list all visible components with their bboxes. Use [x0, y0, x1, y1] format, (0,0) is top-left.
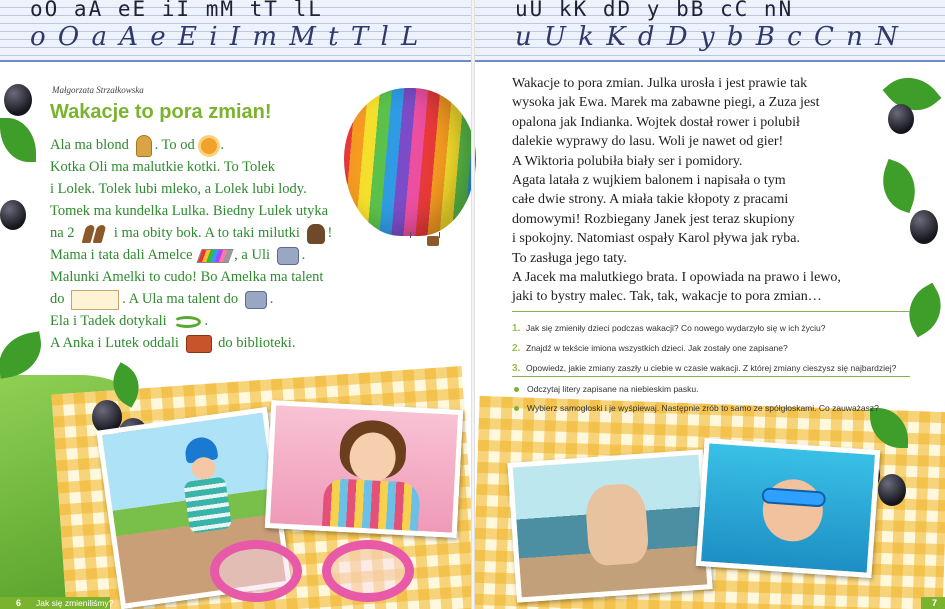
- question-item: 2. Znajdź w tekście imiona wszystkich dzieci. Jak zostały one zapisane?: [512, 343, 788, 354]
- photo-boy-swimming: [696, 438, 881, 578]
- blackberry: [0, 200, 26, 230]
- blackberry: [878, 474, 906, 506]
- story-continuation: [512, 74, 892, 307]
- skates-picture-icon: [245, 291, 267, 309]
- story-line: Malunki Amelki to cudo! Bo Amelka ma talent: [50, 269, 324, 285]
- paragraph-line: A Wiktoria polubiła biały ser i pomidory.: [512, 153, 743, 169]
- skates-picture-icon: [277, 247, 299, 265]
- story-line: Ala ma blond . To od .: [50, 134, 370, 156]
- leaf-decoration: [0, 118, 36, 162]
- page-number-right: 7: [931, 598, 937, 608]
- page-number-left: 6: [16, 598, 22, 608]
- story-line: Tomek ma kundelka Lulka. Biedny Lulek utyka: [50, 203, 329, 219]
- paragraph-line: wysoka jak Ewa. Marek ma zabawne piegi, a Zuza jest: [512, 95, 820, 111]
- child-body: [183, 476, 232, 533]
- crayons-picture-icon: [197, 249, 234, 263]
- alphabet-print-right: uU kK dD y bB cC nN: [515, 0, 794, 21]
- story-line: Mama i tata dali Amelce , a Uli .: [50, 247, 306, 263]
- question-item: 3. Opowiedz, jakie zmiany zaszły u ciebie w czasie wakacji. Z której zmiany cieszysz się najbardziej?: [512, 363, 897, 374]
- paragraph-line: domowymi! Rozbiegany Janek jest teraz skupiony: [512, 211, 795, 227]
- paws-picture-icon: [81, 225, 107, 243]
- paragraph-line: To zasługa jego taty.: [512, 250, 627, 266]
- story-line: A Anka i Lutek oddali do biblioteki.: [50, 335, 296, 351]
- alphabet-script-right: u U k K d D y b B c C n N: [515, 22, 900, 52]
- blackberry: [4, 84, 32, 116]
- rebus-story: [50, 134, 370, 354]
- question-list: [512, 318, 912, 378]
- section-divider: [512, 311, 910, 312]
- chapter-title: Jak się zmieniliśmy?: [36, 598, 114, 608]
- bullet-icon: [514, 387, 519, 392]
- story-line: na 2 i ma obity bok. A to taki milutki !: [50, 222, 370, 244]
- hair-picture-icon: [136, 135, 152, 157]
- task-item: Odczytaj litery zapisane na niebieskim pasku.: [512, 380, 912, 399]
- photo-mother-with-children: [507, 449, 712, 602]
- alphabet-print-left: oO aA eE iI mM tT lL: [30, 0, 323, 21]
- paragraph-line: Wakacje to pora zmian. Julka urosła i jest prawie tak: [512, 76, 808, 91]
- story-title: Wakacje to pora zmian!: [50, 101, 272, 123]
- story-line: Kotka Oli ma malutkie kotki. To Tolek: [50, 159, 275, 175]
- alphabet-strip-left: [0, 0, 472, 62]
- paragraph-line: Agata latała z wujkiem balonem i napisała o tym: [512, 172, 786, 188]
- paragraph-line: A Jacek ma malutkiego brata. I opowiada na prawo i lewo,: [512, 269, 841, 285]
- drawing-picture-icon: [71, 290, 119, 310]
- mother-figure: [584, 483, 649, 567]
- task-item: Wybierz samogłoski i je wyśpiewaj. Następnie zrób to samo ze spółgłoskami. Co zauważasz?: [512, 399, 912, 418]
- book-picture-icon: [186, 335, 212, 353]
- girl-sweater: [321, 478, 420, 538]
- photo-girl-with-cat: [265, 400, 463, 538]
- question-item: 1. Jak się zmieniły dzieci podczas wakacji? Co nowego wydarzyło się w ich życiu?: [512, 323, 826, 334]
- section-divider: [512, 376, 910, 377]
- alphabet-strip-right: [473, 0, 945, 62]
- task-list: [512, 380, 912, 418]
- story-line: i Lolek. Tolek lubi mleko, a Lolek lubi lody.: [50, 181, 307, 197]
- alphabet-script-left: o O a A e E i I m M t T l L: [30, 22, 421, 52]
- snake-picture-icon: [173, 316, 201, 328]
- paragraph-line: i spokojny. Natomiast ospały Karol pływa jak ryba.: [512, 231, 800, 247]
- leaf-decoration: [0, 331, 46, 378]
- cat-picture-icon: [307, 224, 325, 244]
- story-line: do . A Ula ma talent do .: [50, 288, 370, 310]
- paragraph-line: jaki to bystry malec. Tak, tak, wakacje to pora zmian…: [512, 289, 822, 305]
- pink-sunglasses: [210, 530, 430, 609]
- sun-picture-icon: [201, 138, 217, 154]
- paragraph-line: całe dwie strony. A miała takie kłopoty z pracami: [512, 192, 789, 208]
- blackberry: [910, 210, 938, 244]
- bullet-icon: [514, 406, 519, 411]
- paragraph-line: opalona jak Indianka. Wojtek dostał rower i polubił: [512, 114, 800, 130]
- story-line: Ela i Tadek dotykali .: [50, 313, 208, 329]
- balloon-basket: [427, 236, 439, 246]
- book-spine: [471, 0, 475, 609]
- author-name: Małgorzata Strzałkowska: [52, 85, 144, 95]
- paragraph-line: dalekie wyprawy do lasu. Woli je nawet od gier!: [512, 134, 784, 150]
